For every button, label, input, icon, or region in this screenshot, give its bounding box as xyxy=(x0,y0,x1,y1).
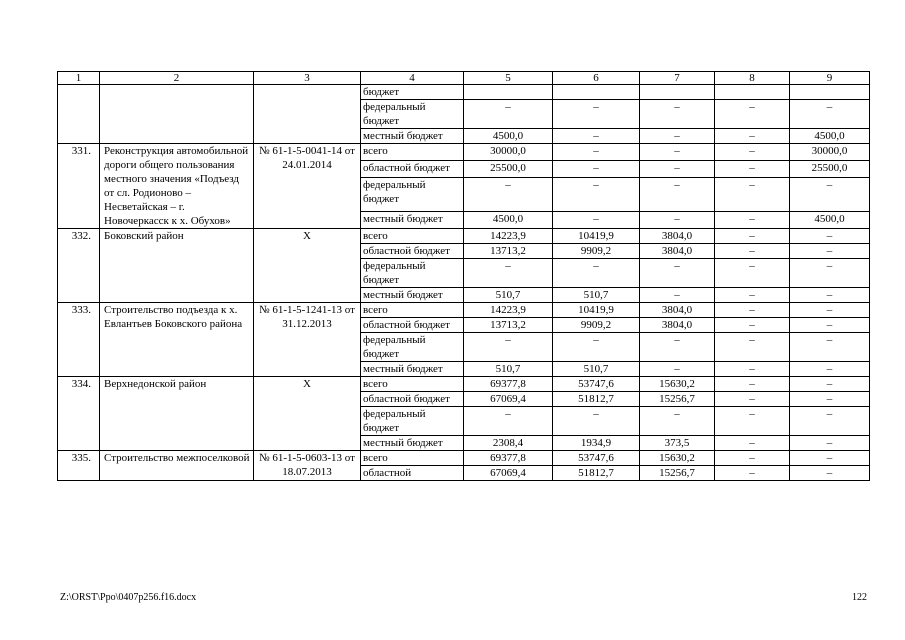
funding-source: местный бюджет xyxy=(361,288,464,303)
value-cell: – xyxy=(715,129,790,144)
footer-page-number: 122 xyxy=(852,592,867,603)
value-cell: – xyxy=(640,333,715,362)
value-cell: – xyxy=(715,407,790,436)
value-cell: – xyxy=(553,100,640,129)
value-cell: 4500,0 xyxy=(790,129,870,144)
value-cell: 51812,7 xyxy=(553,392,640,407)
item-name: Реконструкция автомобильной дороги общего пользования местного значения «Подъезд от сл. Родионово – Несветайская – г. Новочеркасск к х. Обухов» xyxy=(100,144,254,229)
footer-file-path: Z:\ORST\Ppo\0407p256.f16.docx xyxy=(60,592,197,603)
value-cell: 53747,6 xyxy=(553,377,640,392)
item-name xyxy=(100,85,254,144)
header-row xyxy=(58,72,870,85)
value-cell: – xyxy=(640,362,715,377)
funding-source: федеральный бюджет xyxy=(361,178,464,211)
value-cell: 69377,8 xyxy=(464,377,553,392)
value-cell: 30000,0 xyxy=(790,144,870,161)
value-cell: 15630,2 xyxy=(640,377,715,392)
value-cell: 3804,0 xyxy=(640,303,715,318)
value-cell: 10419,9 xyxy=(553,303,640,318)
value-cell: 9909,2 xyxy=(553,244,640,259)
value-cell: 9909,2 xyxy=(553,318,640,333)
value-cell: – xyxy=(715,303,790,318)
value-cell: – xyxy=(715,392,790,407)
value-cell: 3804,0 xyxy=(640,229,715,244)
header-cell: 8 xyxy=(715,72,790,85)
value-cell: 13713,2 xyxy=(464,318,553,333)
table-row xyxy=(58,85,870,100)
funding-source: местный бюджет xyxy=(361,211,464,228)
value-cell: – xyxy=(640,161,715,178)
value-cell: 373,5 xyxy=(640,436,715,451)
registry-number: Х xyxy=(254,229,361,303)
value-cell: – xyxy=(640,288,715,303)
value-cell: 51812,7 xyxy=(553,466,640,481)
value-cell: – xyxy=(790,229,870,244)
funding-source: федеральный бюджет xyxy=(361,259,464,288)
value-cell: 14223,9 xyxy=(464,303,553,318)
value-cell: – xyxy=(553,161,640,178)
value-cell xyxy=(715,85,790,100)
value-cell: 510,7 xyxy=(464,362,553,377)
value-cell: – xyxy=(553,333,640,362)
item-number: 334. xyxy=(58,377,100,451)
header-cell: 5 xyxy=(464,72,553,85)
value-cell: – xyxy=(464,178,553,211)
value-cell: – xyxy=(715,451,790,466)
value-cell: – xyxy=(464,407,553,436)
table-row xyxy=(58,377,870,392)
value-cell: 3804,0 xyxy=(640,244,715,259)
value-cell: – xyxy=(553,407,640,436)
header-cell: 1 xyxy=(58,72,100,85)
value-cell: – xyxy=(715,211,790,228)
funding-source: федеральный бюджет xyxy=(361,333,464,362)
item-name: Строительство межпоселковой xyxy=(100,451,254,481)
funding-source: областной бюджет xyxy=(361,392,464,407)
value-cell: – xyxy=(640,129,715,144)
header-cell: 9 xyxy=(790,72,870,85)
item-name: Верхнедонской район xyxy=(100,377,254,451)
value-cell: – xyxy=(790,466,870,481)
value-cell: 2308,4 xyxy=(464,436,553,451)
value-cell: 67069,4 xyxy=(464,466,553,481)
value-cell: – xyxy=(715,377,790,392)
table-row xyxy=(58,229,870,244)
item-number: 333. xyxy=(58,303,100,377)
value-cell: – xyxy=(464,100,553,129)
funding-source: всего xyxy=(361,229,464,244)
value-cell: – xyxy=(553,178,640,211)
item-number: 331. xyxy=(58,144,100,229)
funding-source: всего xyxy=(361,451,464,466)
funding-source: местный бюджет xyxy=(361,362,464,377)
value-cell: – xyxy=(790,436,870,451)
value-cell: 67069,4 xyxy=(464,392,553,407)
value-cell: 53747,6 xyxy=(553,451,640,466)
funding-source: бюджет xyxy=(361,85,464,100)
funding-source: областной бюджет xyxy=(361,161,464,178)
value-cell: 30000,0 xyxy=(464,144,553,161)
value-cell: – xyxy=(715,436,790,451)
value-cell: 510,7 xyxy=(553,288,640,303)
value-cell: – xyxy=(715,161,790,178)
value-cell: – xyxy=(715,178,790,211)
value-cell: 4500,0 xyxy=(790,211,870,228)
value-cell: – xyxy=(640,100,715,129)
value-cell: – xyxy=(715,100,790,129)
value-cell: 14223,9 xyxy=(464,229,553,244)
value-cell: 3804,0 xyxy=(640,318,715,333)
item-number xyxy=(58,85,100,144)
value-cell: – xyxy=(715,318,790,333)
registry-number xyxy=(254,85,361,144)
value-cell: – xyxy=(715,259,790,288)
item-name: Боковский район xyxy=(100,229,254,303)
value-cell xyxy=(553,85,640,100)
value-cell: 69377,8 xyxy=(464,451,553,466)
value-cell: – xyxy=(464,333,553,362)
value-cell: – xyxy=(790,407,870,436)
table-body xyxy=(58,85,870,481)
value-cell: – xyxy=(640,259,715,288)
registry-number: Х xyxy=(254,377,361,451)
value-cell: – xyxy=(715,288,790,303)
value-cell: 13713,2 xyxy=(464,244,553,259)
value-cell: – xyxy=(640,407,715,436)
value-cell: – xyxy=(715,229,790,244)
header-cell: 6 xyxy=(553,72,640,85)
value-cell: – xyxy=(790,333,870,362)
value-cell: 510,7 xyxy=(553,362,640,377)
value-cell: – xyxy=(790,318,870,333)
value-cell: – xyxy=(790,288,870,303)
value-cell: – xyxy=(640,211,715,228)
funding-source: областной бюджет xyxy=(361,318,464,333)
value-cell: 1934,9 xyxy=(553,436,640,451)
item-number: 332. xyxy=(58,229,100,303)
value-cell: – xyxy=(790,451,870,466)
budget-table xyxy=(57,71,870,481)
value-cell: – xyxy=(715,144,790,161)
value-cell: – xyxy=(790,392,870,407)
value-cell: – xyxy=(640,178,715,211)
value-cell: – xyxy=(553,259,640,288)
value-cell: 510,7 xyxy=(464,288,553,303)
funding-source: всего xyxy=(361,303,464,318)
value-cell: 10419,9 xyxy=(553,229,640,244)
header-cell: 7 xyxy=(640,72,715,85)
value-cell: 15256,7 xyxy=(640,466,715,481)
value-cell: – xyxy=(640,144,715,161)
value-cell: – xyxy=(790,259,870,288)
header-cell: 4 xyxy=(361,72,464,85)
value-cell: 25500,0 xyxy=(464,161,553,178)
value-cell: 4500,0 xyxy=(464,129,553,144)
value-cell xyxy=(640,85,715,100)
table-row xyxy=(58,303,870,318)
funding-source: областной xyxy=(361,466,464,481)
funding-source: областной бюджет xyxy=(361,244,464,259)
funding-source: федеральный бюджет xyxy=(361,407,464,436)
value-cell: – xyxy=(715,333,790,362)
registry-number: № 61-1-5-1241-13 от 31.12.2013 xyxy=(254,303,361,377)
registry-number: № 61-1-5-0603-13 от 18.07.2013 xyxy=(254,451,361,481)
header-cell: 2 xyxy=(100,72,254,85)
value-cell: – xyxy=(790,362,870,377)
table-row xyxy=(58,144,870,161)
table-row xyxy=(58,451,870,466)
header-cell: 3 xyxy=(254,72,361,85)
value-cell: 4500,0 xyxy=(464,211,553,228)
funding-source: всего xyxy=(361,377,464,392)
value-cell: – xyxy=(464,259,553,288)
registry-number: № 61-1-5-0041-14 от 24.01.2014 xyxy=(254,144,361,229)
value-cell: – xyxy=(715,466,790,481)
value-cell: 25500,0 xyxy=(790,161,870,178)
value-cell: – xyxy=(790,100,870,129)
value-cell: – xyxy=(790,244,870,259)
value-cell: 15256,7 xyxy=(640,392,715,407)
value-cell xyxy=(790,85,870,100)
item-name: Строительство подъезда к х. Евлантьев Боковского района xyxy=(100,303,254,377)
value-cell: – xyxy=(790,178,870,211)
funding-source: местный бюджет xyxy=(361,129,464,144)
funding-source: всего xyxy=(361,144,464,161)
value-cell: – xyxy=(553,129,640,144)
value-cell: – xyxy=(790,377,870,392)
value-cell: – xyxy=(553,144,640,161)
value-cell: – xyxy=(715,362,790,377)
value-cell: – xyxy=(715,244,790,259)
value-cell: – xyxy=(790,303,870,318)
value-cell: – xyxy=(553,211,640,228)
funding-source: местный бюджет xyxy=(361,436,464,451)
value-cell xyxy=(464,85,553,100)
value-cell: 15630,2 xyxy=(640,451,715,466)
item-number: 335. xyxy=(58,451,100,481)
funding-source: федеральный бюджет xyxy=(361,100,464,129)
